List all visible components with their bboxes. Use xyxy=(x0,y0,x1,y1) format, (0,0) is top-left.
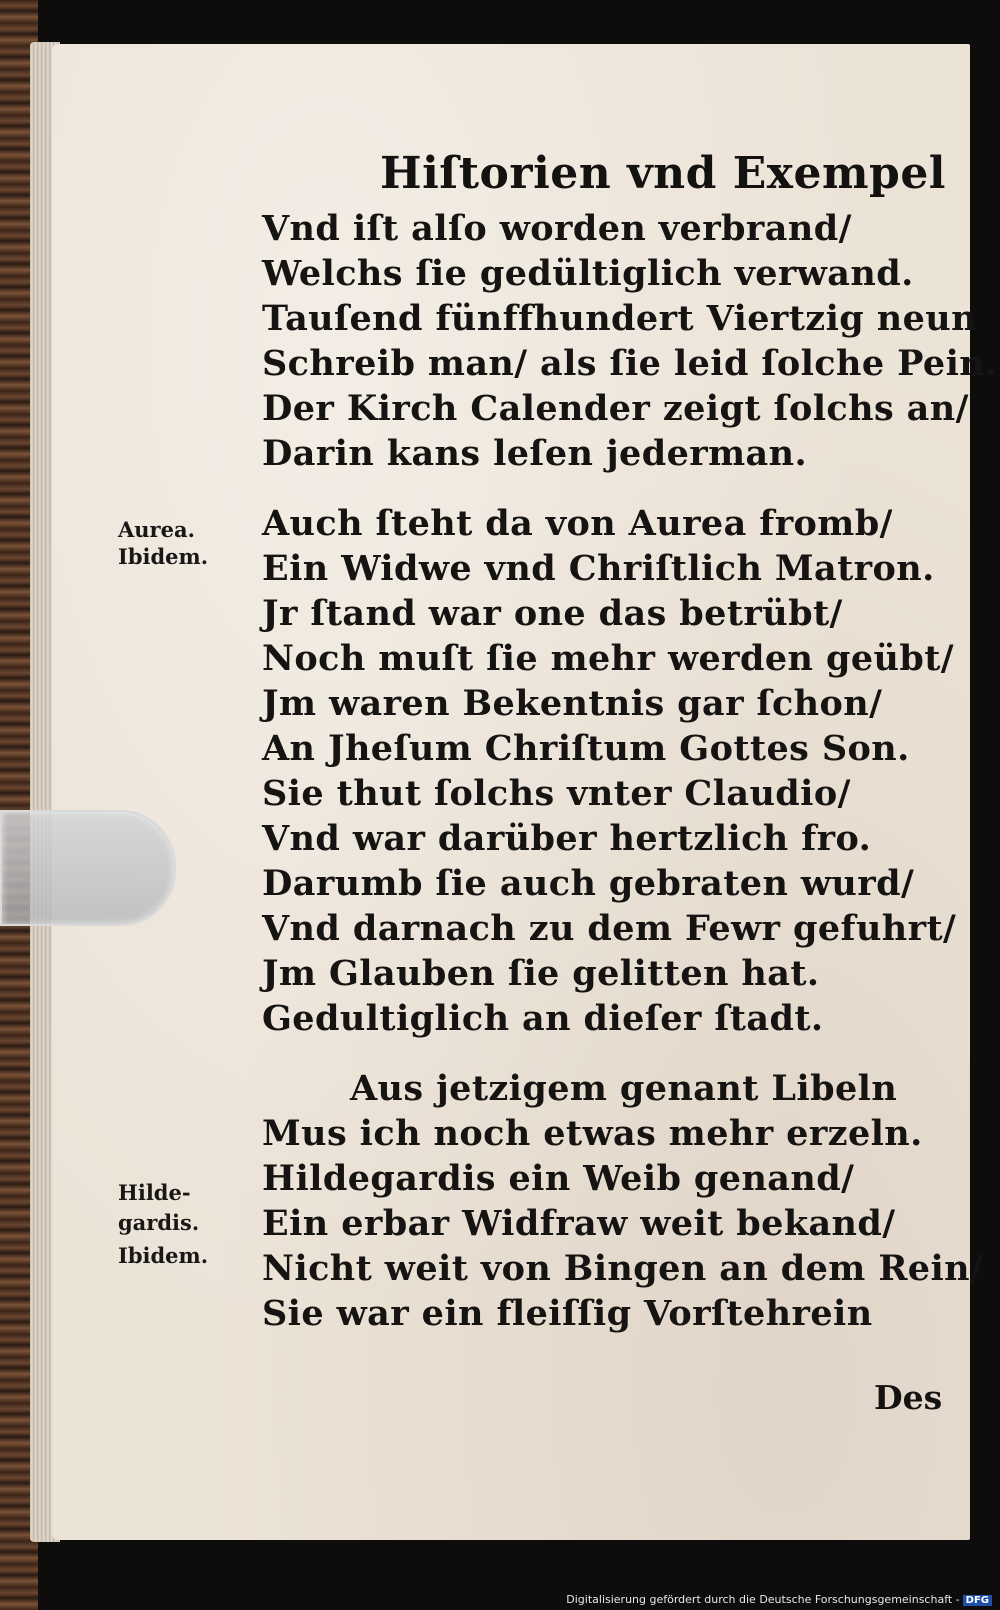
page-header: Hiſtorien vnd Exempel xyxy=(380,148,947,199)
margin-note: Aurea. xyxy=(118,517,195,542)
verse-line: Noch muſt ſie mehr werden geübt/ xyxy=(262,638,954,679)
verse-line: Gedultiglich an dieſer ſtadt. xyxy=(262,998,824,1039)
verse-line: Mus ich noch etwas mehr erzeln. xyxy=(262,1113,923,1154)
verse-line: Auch ſteht da von Aurea fromb/ xyxy=(262,503,893,544)
verse-line: Jm Glauben ſie gelitten hat. xyxy=(262,953,820,994)
verse-line: Vnd iſt alſo worden verbrand/ xyxy=(262,208,852,249)
verse-line: Sie war ein fleiſſig Vorſtehrein xyxy=(262,1293,873,1334)
margin-note: gardis. xyxy=(118,1210,200,1235)
verse-line: Der Kirch Calender zeigt ſolchs an/ xyxy=(262,388,969,429)
verse-line: Jr ſtand war one das betrübt/ xyxy=(262,593,843,634)
verse-line: Aus jetzigem genant Libeln xyxy=(350,1068,898,1109)
verse-line: Welchs ſie gedültiglich verwand. xyxy=(262,253,914,294)
verse-line: Darin kans leſen jederman. xyxy=(262,433,808,474)
verse-line: Schreib man/ als ſie leid ſolche Pein. xyxy=(262,343,998,384)
digitization-footer xyxy=(566,1593,992,1606)
verse-line: Hildegardis ein Weib genand/ xyxy=(262,1158,855,1199)
verse-line: Ein Widwe vnd Chriſtlich Matron. xyxy=(262,548,935,589)
verse-line: Ein erbar Widfraw weit bekand/ xyxy=(262,1203,896,1244)
verse-line: Sie thut ſolchs vnter Claudio/ xyxy=(262,773,851,814)
verse-line: Vnd darnach zu dem Fewr gefuhrt/ xyxy=(262,908,957,949)
verse-line: Jm waren Bekentnis gar ſchon/ xyxy=(262,683,883,724)
dfg-logo: DFG xyxy=(963,1595,992,1606)
verse-line: Darumb ſie auch gebraten wurd/ xyxy=(262,863,915,904)
margin-note: Hilde- xyxy=(118,1180,191,1205)
verse-line: Vnd war darüber hertzlich fro. xyxy=(262,818,872,859)
catchword: Des xyxy=(874,1378,943,1417)
verse-line: Nicht weit von Bingen an dem Rein/ xyxy=(262,1248,984,1289)
verse-line: Tauſend fünffhundert Viertzig neun xyxy=(262,298,977,339)
page-clip xyxy=(0,810,176,926)
footer-text: Digitalisierung gefördert durch die Deutsche Forschungsgemeinschaft - xyxy=(566,1593,960,1606)
verse-line: An Jheſum Chriſtum Gottes Son. xyxy=(262,728,910,769)
margin-note: Ibidem. xyxy=(118,1243,209,1268)
margin-note: Ibidem. xyxy=(118,544,209,569)
